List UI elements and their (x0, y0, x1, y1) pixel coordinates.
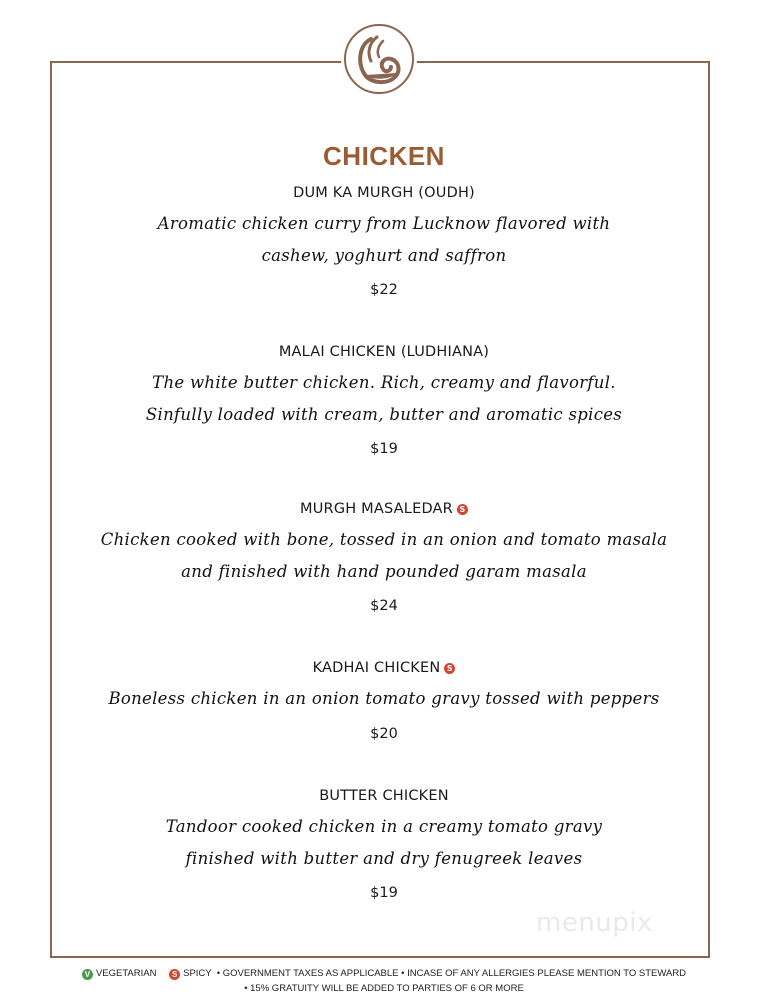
vegetarian-label: VEGETARIAN (95, 968, 157, 979)
menu-item (60, 498, 708, 619)
description-line: and finished with hand pounded garam masala (181, 561, 587, 581)
item-description (60, 208, 708, 271)
gratuity-note: • 15% GRATUITY WILL BE ADDED TO PARTIES OF 6 OR MORE (244, 983, 524, 994)
spicy-legend-icon: S (169, 969, 180, 980)
description-line: Sinfully loaded with cream, butter and aromatic spices (145, 404, 623, 424)
description-line: finished with butter and dry fenugreek leaves (185, 848, 583, 868)
item-name-text: DUM KA MURGH (OUDH) (293, 185, 475, 201)
item-name (60, 182, 708, 204)
item-name (60, 785, 708, 807)
item-price: $24 (370, 598, 398, 614)
item-description (60, 524, 708, 587)
item-price: $20 (370, 725, 398, 742)
description-line: The white butter chicken. Rich, creamy and flavorful. (152, 373, 616, 392)
item-name-text: MALAI CHICKEN (LUDHIANA) (278, 344, 490, 360)
logo-emblem-icon (341, 21, 417, 97)
footer-notes: • GOVERNMENT TAXES AS APPLICABLE • INCASE OF ANY ALLERGIES PLEASE MENTION TO STEWARD (216, 968, 687, 979)
description-line: Tandoor cooked chicken in a creamy tomato gravy (165, 817, 603, 836)
footer (0, 966, 768, 996)
footer-legend-line (0, 966, 768, 981)
item-name (60, 498, 708, 520)
menu-item (60, 785, 708, 906)
item-price: $22 (370, 282, 398, 298)
item-description (60, 367, 708, 430)
spicy-label: SPICY (183, 968, 212, 979)
description-line: Chicken cooked with bone, tossed in an onion and tomato masala (100, 530, 668, 549)
item-name-text: KADHAI CHICKEN (312, 660, 441, 676)
menu-item (60, 657, 708, 747)
item-name-text: MURGH MASALEDAR (300, 501, 453, 517)
description-line: cashew, yoghurt and saffron (261, 245, 507, 265)
spicy-icon: S (444, 663, 455, 674)
description-line: Aromatic chicken curry from Lucknow flavored with (157, 214, 611, 233)
spicy-icon: S (457, 504, 468, 515)
restaurant-logo (341, 21, 417, 97)
item-name (60, 657, 708, 679)
menu-item (60, 341, 708, 462)
section-title: CHICKEN (323, 141, 445, 171)
menu-item (60, 182, 708, 303)
item-price: $19 (370, 885, 398, 901)
item-description (60, 683, 708, 715)
description-line: Boneless chicken in an onion tomato gravy tossed with peppers (108, 689, 660, 708)
item-name (60, 341, 708, 363)
watermark: menupix (536, 908, 653, 938)
item-price: $19 (370, 441, 398, 457)
item-description (60, 811, 708, 874)
item-name-text: BUTTER CHICKEN (319, 788, 449, 804)
vegetarian-icon: V (82, 969, 93, 980)
